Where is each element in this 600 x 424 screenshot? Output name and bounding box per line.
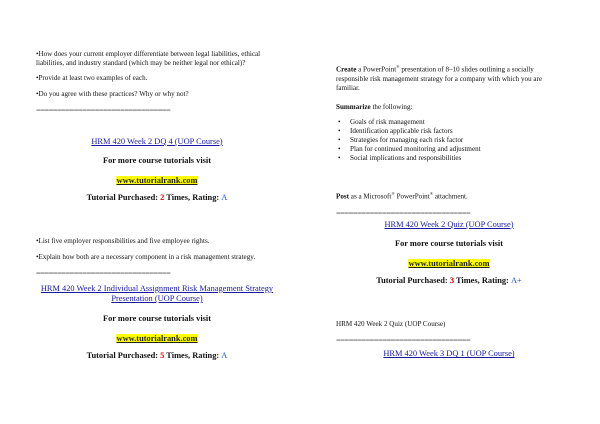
purchase-count: 2: [160, 193, 165, 203]
course-link-week3-dq1[interactable]: HRM 420 Week 3 DQ 1 (UOP Course): [383, 349, 515, 359]
course-link-week2-quiz[interactable]: HRM 420 Week 2 Quiz (UOP Course): [384, 219, 514, 229]
more-tutorials-text: For more course tutorials visit: [102, 313, 212, 323]
rating-value: A+: [510, 276, 522, 286]
list-item: • Identification applicable risk factors: [346, 127, 562, 136]
more-tutorials-text: For more course tutorials visit: [102, 156, 212, 166]
separator: ================================: [36, 104, 171, 115]
course-link-week2-dq4[interactable]: HRM 420 Week 2 DQ 4 (UOP Course): [91, 136, 223, 146]
purchase-info: Tutorial Purchased: 2 Times, Rating: A: [86, 193, 228, 203]
site-link[interactable]: www.tutorialrank.com: [408, 259, 490, 269]
site-link[interactable]: www.tutorialrank.com: [116, 333, 198, 343]
purchase-count: 5: [160, 350, 165, 360]
summarize-instruction: Summarize the following:: [336, 102, 413, 111]
rating-value: A: [221, 350, 228, 360]
separator: ================================: [36, 267, 171, 278]
question-text: •Do you agree with these practices? Why or why not?: [36, 89, 189, 98]
question-text: •List five employer responsibilities and five employee rights.: [36, 237, 210, 246]
right-column: [336, 62, 562, 360]
list-item: • Plan for continued monitoring and adjustment: [346, 145, 562, 154]
purchase-info: Tutorial Purchased: 5 Times, Rating: A: [86, 350, 228, 360]
site-link[interactable]: www.tutorialrank.com: [116, 176, 198, 186]
more-tutorials-text: For more course tutorials visit: [394, 239, 504, 249]
summary-list: [336, 118, 562, 163]
rating-value: A: [221, 193, 228, 203]
list-item: • Strategies for managing each risk factor: [346, 136, 562, 145]
left-column: [36, 50, 278, 361]
question-text: •How does your current employer differentiate between legal liabilities, ethical liabilities, and industry standard (which may be neither legal nor ethical)?: [36, 50, 261, 68]
separator: ================================: [336, 207, 471, 218]
list-item: • Goals of risk management: [346, 118, 562, 127]
purchase-count: 3: [449, 276, 454, 286]
purchase-info: Tutorial Purchased: 3 Times, Rating: A+: [376, 276, 522, 286]
quiz-title-text: HRM 420 Week 2 Quiz (UOP Course): [336, 320, 446, 329]
question-text: •Explain how both are a necessary component in a risk management strategy.: [36, 252, 256, 261]
question-text: •Provide at least two examples of each.: [36, 74, 148, 83]
create-instruction: Create a PowerPoint® presentation of 8–10 slides outlining a socially responsible risk management strategy for a company with which you are familiar.: [336, 64, 543, 92]
list-item: • Social implications and responsibilities: [346, 154, 562, 163]
separator: ================================: [336, 335, 471, 346]
post-instruction: Post as a Microsoft® PowerPoint® attachment.: [336, 191, 468, 201]
course-link-risk-management-presentation[interactable]: HRM 420 Week 2 Individual Assignment Risk Management Strategy Presentation (UOP Course): [40, 283, 274, 304]
